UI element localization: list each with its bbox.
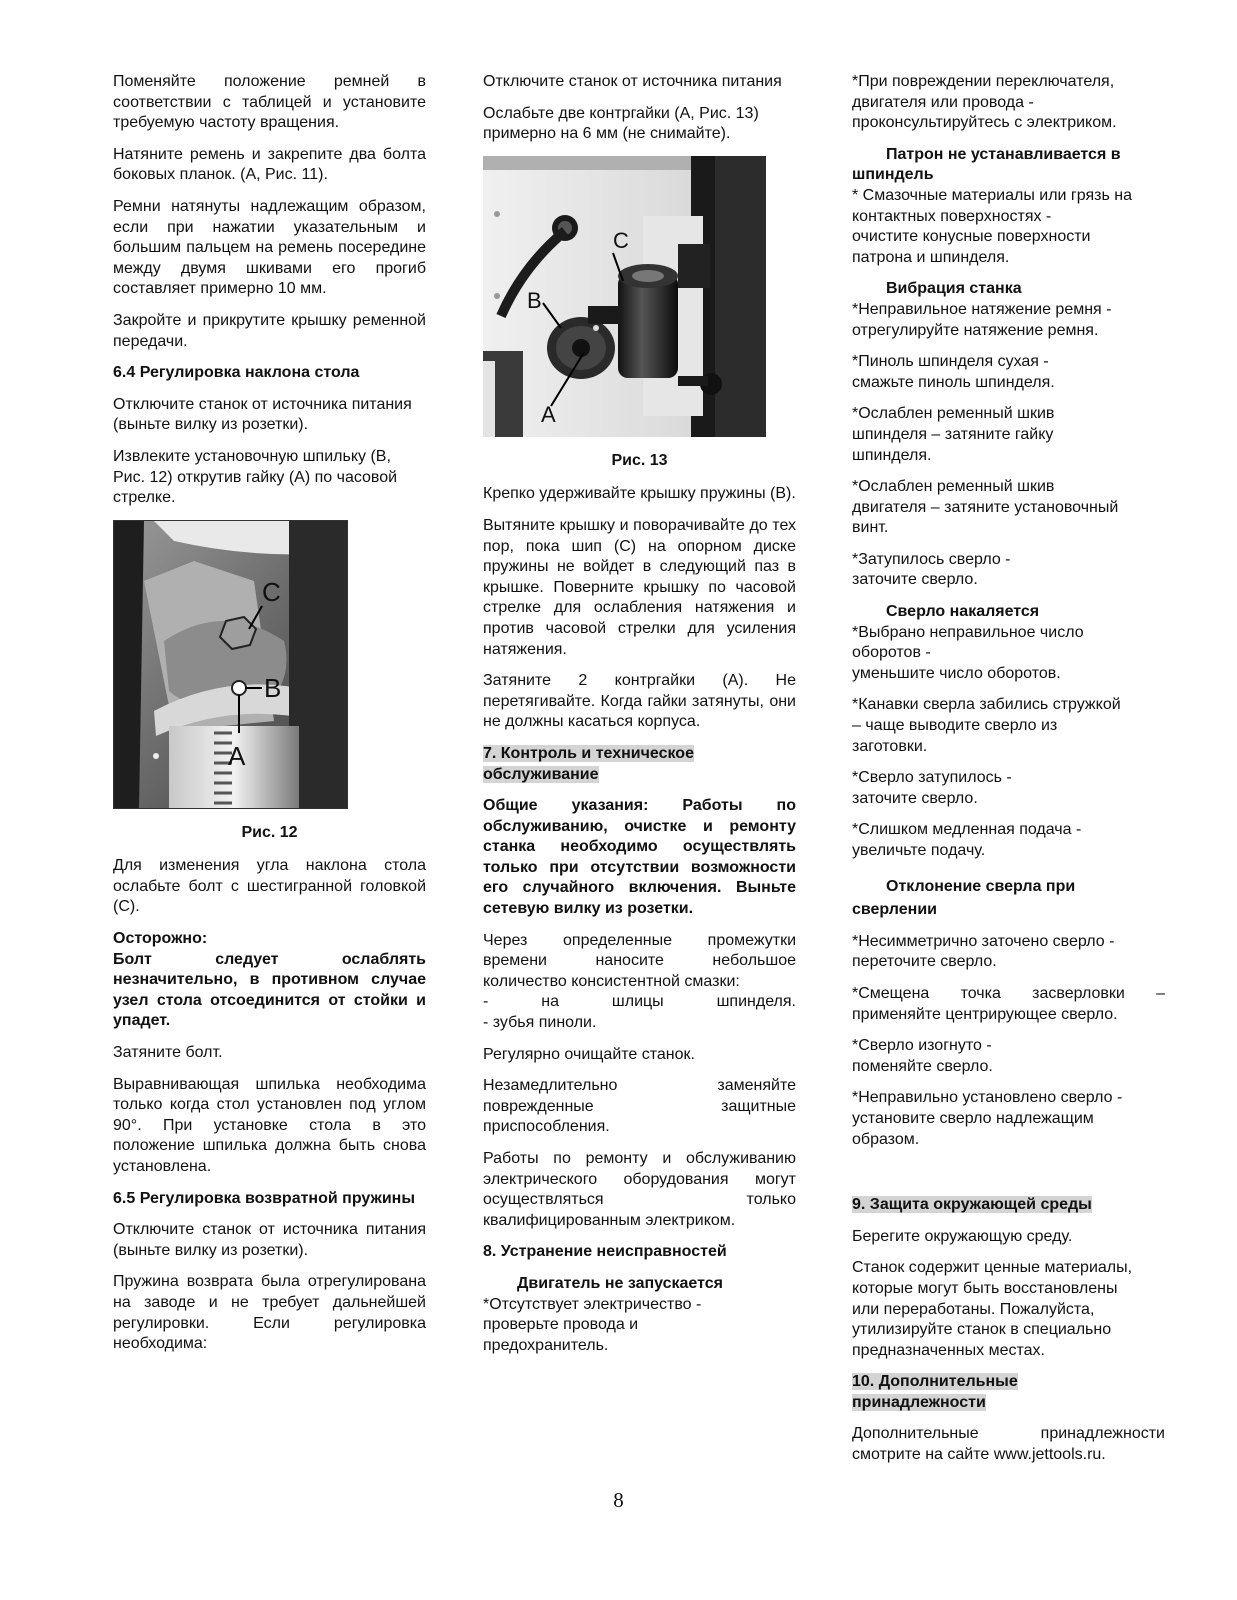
block-heat-4 <box>852 820 1165 861</box>
paragraph-hold-cover: Крепко удерживайте крышку пружины (B). <box>483 485 796 503</box>
figure-12-photo <box>113 520 348 809</box>
paragraph-disconnect-power: Отключите станок от источника питания (выньте вилку из розетки). <box>113 395 412 434</box>
paragraph-tighten-locknuts: Затяните 2 контргайки (A). Не перетягивайте. Когда гайки затянуты, они не должны касаться корпуса. <box>483 672 796 731</box>
heading-7-line1: 7. Контроль и техническое <box>483 744 694 762</box>
paragraph-tighten-bolt: Затяните болт. <box>113 1044 223 1062</box>
line: оборотов - <box>852 644 931 662</box>
motor-line-2: проверьте провода и <box>483 1316 639 1334</box>
paragraph-spring-adjusted: Пружина возврата была отрегулирована на заводе и не требует дальнейшей регулировки. Если регулировка необходима: <box>113 1273 426 1353</box>
subheading-vibration: Вибрация станка <box>886 280 1022 298</box>
line: *Неправильное натяжение ремня - <box>852 300 1112 318</box>
fig13-label-b: B <box>527 287 542 313</box>
line: шпинделя – затяните гайку <box>852 425 1054 443</box>
line: переточите сверло. <box>852 953 997 971</box>
line: увеличьте подачу. <box>852 842 986 859</box>
paragraph-dev-2: *Смещена точка засверловки – применяйте центрирующее сверло. <box>852 984 1165 1023</box>
column-right <box>852 72 1165 1477</box>
line: установите сверло надлежащим <box>852 1109 1094 1127</box>
line: отрегулируйте натяжение ремня. <box>852 321 1099 339</box>
block-vib-1 <box>852 300 1165 341</box>
paragraph-clean: Регулярно очищайте станок. <box>483 1045 695 1063</box>
paragraph-alignment-pin: Выравнивающая шпилька необходима только когда стол установлен под углом 90°. При установке стола в это положение шпилька должна быть снова установлена. <box>113 1075 426 1175</box>
line: контактных поверхностях - <box>852 207 1052 225</box>
paragraph-loosen-bolt: Для изменения угла наклона стола ослабьте болт с шестигранной головкой (C). <box>113 857 426 916</box>
line: – чаще выводите сверло из <box>852 717 1058 735</box>
figure-13-caption: Рис. 13 <box>611 451 668 469</box>
block-switch-damage <box>852 72 1165 134</box>
block-vib-3 <box>852 404 1165 466</box>
column-left <box>113 72 426 1366</box>
fig13-label-a: A <box>541 401 556 427</box>
caution-text: Болт следует ослаблять незначительно, в противном случае узел стола отсоединится от стойки и упадет. <box>113 950 426 1030</box>
line: заточите сверло. <box>852 789 978 807</box>
line: *Канавки сверла забились стружкой <box>852 696 1121 714</box>
fig13-label-c: C <box>613 227 629 253</box>
paragraph-pull-cover: Вытяните крышку и поворачивайте до тех пор, пока шип (C) на опорном диске пружины не войдет в следующий паз в крышке. Поверните крышку по часовой стрелке для ослабления натяжения и против часовой стрелки для усиления натяжения. <box>483 516 796 658</box>
line: или переработаны. Пожалуйста, <box>852 1300 1095 1318</box>
block-vib-4 <box>852 477 1165 539</box>
subheading-chuck-1: Патрон не устанавливается в <box>886 145 1121 163</box>
line: *При повреждении переключателя, <box>852 73 1115 90</box>
block-dev-3 <box>852 1036 1165 1077</box>
paragraph-loosen-locknuts: Ослабьте две контргайки (A, Рис. 13) примерно на 6 мм (не снимайте). <box>483 104 759 143</box>
line: Станок содержит ценные материалы, <box>852 1259 1133 1277</box>
heading-7-line2: обслуживание <box>483 765 599 783</box>
paragraph-remove-pin: Извлеките установочную шпильку (B, Рис. 12) открутив гайку (A) по часовой стрелке. <box>113 447 398 507</box>
block-vib-2 <box>852 352 1165 393</box>
line: шпинделя. <box>852 446 932 464</box>
line: *Выбрано неправильное число <box>852 623 1084 641</box>
line: очистите конусные поверхности <box>852 228 1091 246</box>
general-instructions: Общие указания: Работы по обслуживанию, очистке и ремонту станка необходимо осуществлять только при отсутствии возможности его случайного включения. Выньте сетевую вилку из розетки. <box>483 797 796 918</box>
line: патрона и шпинделя. <box>852 248 1010 266</box>
heading-9 <box>852 1195 1165 1216</box>
heading-10-line1: 10. Дополнительные <box>852 1373 1018 1391</box>
line: *Пиноль шпинделя сухая - <box>852 353 1049 371</box>
block-heat-3 <box>852 768 1165 809</box>
heading-6-4: 6.4 Регулировка наклона стола <box>113 364 360 382</box>
paragraph-protect-env: Берегите окружающую среду. <box>852 1227 1073 1245</box>
line: образом. <box>852 1130 920 1148</box>
page-number: 8 <box>613 1488 624 1512</box>
paragraph-accessories: Дополнительные принадлежности смотрите на сайте www.jettools.ru. <box>852 1425 1165 1464</box>
line: *Затупилось сверло - <box>852 550 1011 568</box>
line: предназначенных местах. <box>852 1341 1045 1359</box>
block-dev-1 <box>852 932 1165 973</box>
fig12-label-c: C <box>262 576 281 607</box>
block-vib-5 <box>852 550 1165 591</box>
heading-10-line2: принадлежности <box>852 1393 986 1411</box>
motor-line-3: предохранитель. <box>483 1336 609 1354</box>
block-recycle <box>852 1258 1165 1361</box>
block-heat-2 <box>852 695 1165 757</box>
line: заготовки. <box>852 737 928 755</box>
figure-13-photo <box>483 156 766 437</box>
paragraph-disconnect-machine: Отключите станок от источника питания <box>483 73 782 90</box>
line: *Неправильно установлено сверло - <box>852 1089 1123 1107</box>
fig12-label-a: A <box>228 740 246 771</box>
subheading-chuck-2: шпиндель <box>852 166 934 184</box>
fig12-label-b: B <box>264 672 282 703</box>
line: *Слишком медленная подача - <box>852 821 1082 839</box>
subheading-deviation-1: Отклонение сверла при <box>886 877 1076 895</box>
line: двигателя – затяните установочный <box>852 498 1119 516</box>
line: *Сверло изогнуто - <box>852 1037 992 1055</box>
paragraph-belt-position: Поменяйте положение ремней в соответствии с таблицей и установите требуемую частоту вращения. <box>113 73 426 132</box>
line: уменьшите число оборотов. <box>852 664 1061 682</box>
line: двигателя или провода - <box>852 93 1034 111</box>
paragraph-electrician: Работы по ремонту и обслуживанию электрического оборудования могут осуществляться только квалифицированным электриком. <box>483 1150 796 1229</box>
line: *Несимметрично заточено сверло - <box>852 932 1115 950</box>
paragraph-belt-tension: Натяните ремень и закрепите два болта боковых планок. (A, Рис. 11). <box>113 145 426 184</box>
line: *Сверло затупилось - <box>852 769 1012 787</box>
motor-line-1: *Отсутствует электричество - <box>483 1295 702 1313</box>
line: винт. <box>852 519 889 537</box>
line: поменяйте сверло. <box>852 1057 993 1075</box>
subheading-motor: Двигатель не запускается <box>517 1274 723 1292</box>
line: * Смазочные материалы или грязь на <box>852 186 1132 204</box>
column-middle <box>483 72 796 1367</box>
line: проконсультируйтесь с электриком. <box>852 114 1117 132</box>
line: *Ослаблен ременный шкив <box>852 478 1055 496</box>
heading-6-5: 6.5 Регулировка возвратной пружины <box>113 1189 415 1207</box>
line: утилизируйте станок в специально <box>852 1321 1112 1339</box>
heading-7 <box>483 744 796 785</box>
caution-title: Осторожно: <box>113 930 208 948</box>
subheading-heat: Сверло накаляется <box>886 603 1040 621</box>
heading-9-text: 9. Защита окружающей среды <box>852 1196 1092 1214</box>
paragraph-close-cover: Закройте и прикрутите крышку ременной передачи. <box>113 311 426 350</box>
heading-10 <box>852 1372 1165 1413</box>
figure-12-caption: Рис. 12 <box>241 823 298 841</box>
block-chuck <box>852 186 1165 268</box>
paragraph-disconnect-power-2: Отключите станок от источника питания (выньте вилку из розетки). <box>113 1221 426 1259</box>
paragraph-belt-check: Ремни натянуты надлежащим образом, если при нажатии указательным и большим пальцем на ремень посередине между двумя шкивами его прогиб составляет примерно 10 мм. <box>113 197 426 298</box>
list-item-quill-teeth: - зубья пиноли. <box>483 1014 597 1032</box>
line: *Ослаблен ременный шкив <box>852 405 1055 423</box>
line: которые могут быть восстановлены <box>852 1279 1118 1297</box>
line: смажьте пиноль шпинделя. <box>852 373 1055 391</box>
list-item-splines: - на шлицы шпинделя. <box>483 993 796 1011</box>
line: заточите сверло. <box>852 571 978 589</box>
subheading-deviation-2: сверлении <box>852 901 937 919</box>
paragraph-replace-guards: Незамедлительно заменяйте поврежденные защитные приспособления. <box>483 1077 796 1136</box>
heading-8: 8. Устранение неисправностей <box>483 1243 727 1261</box>
block-dev-4 <box>852 1088 1165 1150</box>
paragraph-lubricate: Через определенные промежутки времени наносите небольшое количество консистентной смазки: <box>483 931 796 990</box>
block-heat-1 <box>852 623 1165 685</box>
